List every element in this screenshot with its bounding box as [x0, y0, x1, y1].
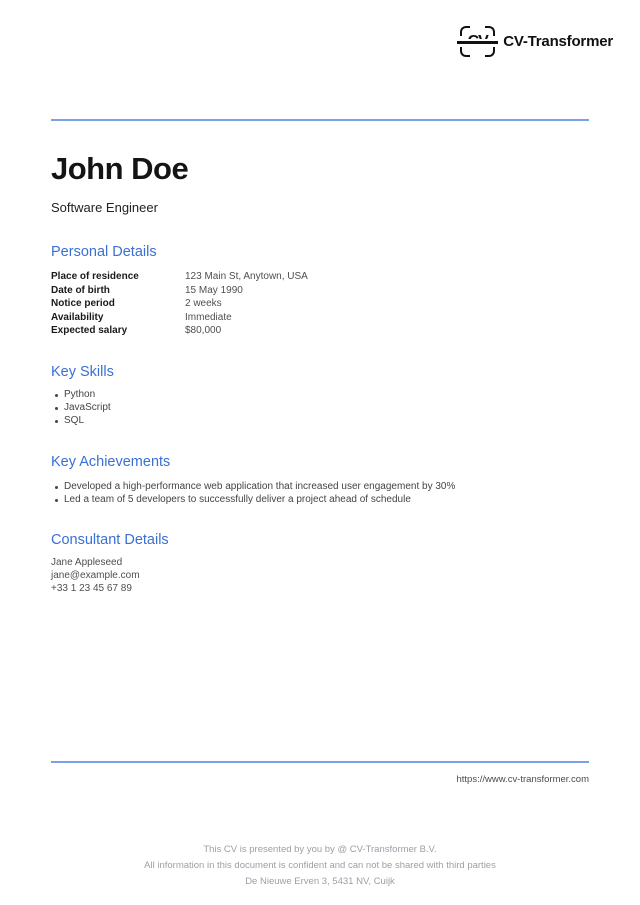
detail-row — [51, 284, 589, 298]
brand-logo — [460, 26, 613, 57]
footer-line-presented-by: This CV is presented by you by @ CV-Transformer B.V. — [203, 844, 437, 855]
top-divider — [51, 119, 589, 121]
skill-item: Python — [51, 389, 589, 402]
consultant-name: Jane Appleseed — [51, 557, 123, 568]
cv-scan-icon — [460, 26, 495, 57]
detail-value: 15 May 1990 — [185, 284, 243, 296]
detail-label: Availability — [51, 311, 104, 323]
candidate-job-title: Software Engineer — [51, 200, 158, 215]
detail-row — [51, 311, 589, 325]
detail-row — [51, 270, 589, 284]
personal-details-table — [51, 270, 589, 338]
detail-label: Expected salary — [51, 325, 128, 337]
detail-value: 2 weeks — [185, 298, 222, 310]
website-link[interactable]: https://www.cv-transformer.com — [456, 774, 589, 785]
footer-line-confidentiality: All information in this document is confident and can not be shared with third parties — [144, 860, 496, 871]
detail-value: Immediate — [185, 311, 232, 323]
skill-item: JavaScript — [51, 402, 589, 415]
key-achievements-list — [51, 481, 589, 507]
bottom-divider — [51, 761, 589, 763]
detail-label: Place of residence — [51, 271, 139, 282]
consultant-phone: +33 1 23 45 67 89 — [51, 582, 132, 594]
consultant-email: jane@example.com — [51, 569, 140, 581]
detail-label: Date of birth — [51, 284, 110, 296]
section-heading-key-skills: Key Skills — [51, 364, 114, 380]
detail-label: Notice period — [51, 298, 115, 310]
detail-value: $80,000 — [185, 325, 222, 337]
footer-disclaimer — [0, 842, 640, 890]
scan-line — [457, 41, 498, 44]
footer-line-address: De Nieuwe Erven 3, 5431 NV, Cuijk — [245, 876, 395, 887]
section-heading-consultant-details: Consultant Details — [51, 532, 169, 548]
detail-row — [51, 297, 589, 311]
key-skills-list — [51, 389, 589, 427]
candidate-name: John Doe — [51, 151, 189, 186]
detail-row — [51, 324, 589, 338]
achievement-item: Led a team of 5 developers to successfully deliver a project ahead of schedule — [51, 494, 589, 507]
detail-value: 123 Main St, Anytown, USA — [185, 271, 308, 282]
section-heading-personal-details: Personal Details — [51, 244, 157, 260]
skill-item: SQL — [51, 415, 589, 428]
section-heading-key-achievements: Key Achievements — [51, 454, 171, 470]
consultant-details-block — [51, 557, 140, 595]
achievement-item: Developed a high-performance web application that increased user engagement by 30% — [51, 481, 589, 494]
brand-name: CV-Transformer — [503, 33, 613, 50]
